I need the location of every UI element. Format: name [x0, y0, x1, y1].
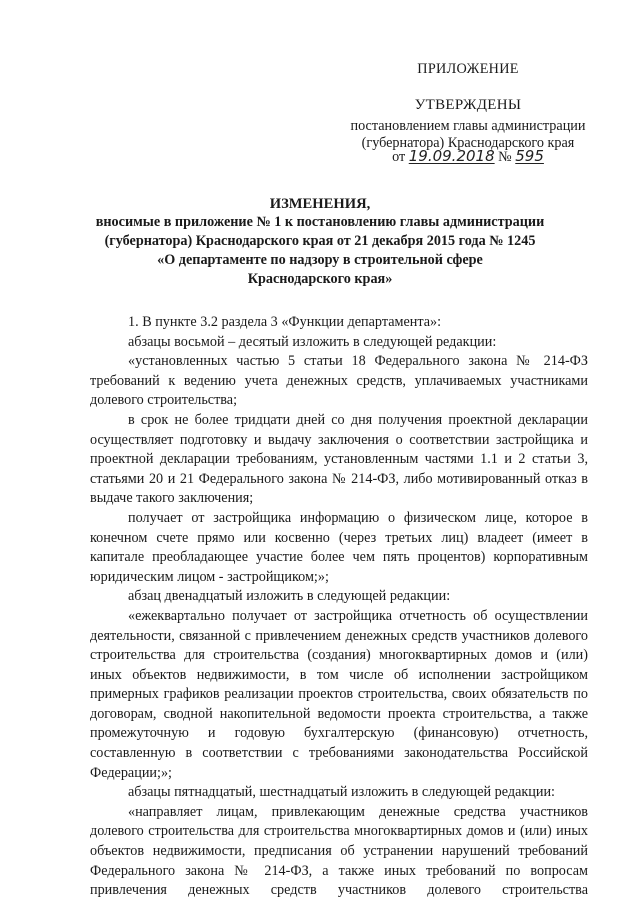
- paragraph-2: абзацы восьмой – десятый изложить в следующей редакции:: [128, 333, 497, 350]
- paragraph-8: абзацы пятнадцатый, шестнадцатый изложить в следующей редакции:: [128, 784, 555, 801]
- title-line-3: «О департаменте по надзору в строительной сфере: [157, 252, 483, 268]
- paragraph-4: в срок не более тридцати дней со дня получения проектной декларации осуществляет подготовку и выдачу заключения о соответствии застройщика и проектной декларации требованиям, установленным частями 1.1 и 2 статьи 3, статьями 20 и 21 Федерального закона № 214-ФЗ, либо мотивированный отказ в выдаче такого заключения;: [90, 411, 588, 507]
- paragraph-3: «установленных частью 5 статьи 18 Федерального закона № 214-ФЗ требований к ведению учета денежных средств, уплачиваемых участниками долевого строительства;: [90, 353, 588, 409]
- approval-date-line: [318, 147, 618, 167]
- title-line-1: вносимые в приложение № 1 к постановлению главы администрации: [95, 214, 545, 230]
- title-line-4: Краснодарского края»: [247, 271, 393, 287]
- appendix-label: ПРИЛОЖЕНИЕ: [417, 61, 519, 77]
- title-line-2: (губернатора) Краснодарского края от 21 декабря 2015 года № 1245: [104, 233, 536, 249]
- handwritten-number: 595: [515, 147, 544, 165]
- approval-line-2: (губернатора) Краснодарского края: [361, 135, 575, 151]
- paragraph-5: получает от застройщика информацию о физическом лице, которое в конечном счете прямо или косвенно (через третьих лиц) владеет (имеет в капитале преобладающее участие более чем пять процентов) корпоративным юридическим лицом - застройщиком;»;: [90, 509, 588, 585]
- document-body: [90, 313, 588, 901]
- approval-line-1: постановлением главы администрации: [350, 118, 586, 134]
- handwritten-date: 19.09.2018: [408, 147, 495, 165]
- paragraph-9: «направляет лицам, привлекающим денежные средства участников долевого строительства для строительства многоквартирных домов и (или) иных объектов недвижимости, предписания об устранении нарушений требований Федерального закона № 214-ФЗ, а также иных требований по вопросам привлечения денежных средств участников долевого строительства: [90, 803, 588, 899]
- paragraph-6: абзац двенадцатый изложить в следующей редакции:: [128, 588, 451, 605]
- approved-label: УТВЕРЖДЕНЫ: [414, 97, 522, 113]
- date-prefix: от: [392, 149, 406, 165]
- document-title: ИЗМЕНЕНИЯ,: [269, 196, 371, 212]
- paragraph-7: «ежеквартально получает от застройщика отчетность об осуществлении деятельности, связанной с привлечением денежных средств участников долевого строительства для строительства (создания) многоквартирных домов и (или) иных объектов недвижимости, в том числе об исполнении застройщиком примерных графиков реализации проектов строительства, своих обязательств по договорам, сводной накопительной ведомости проекта строительства, а также промежуточную и годовую бухгалтерскую (финансовую) отчетность, составленную в соответствии с требованиями законодательства Российской Федерации;»;: [90, 607, 588, 781]
- paragraph-1: 1. В пункте 3.2 раздела 3 «Функции департамента»:: [128, 314, 442, 330]
- number-prefix: №: [498, 149, 512, 165]
